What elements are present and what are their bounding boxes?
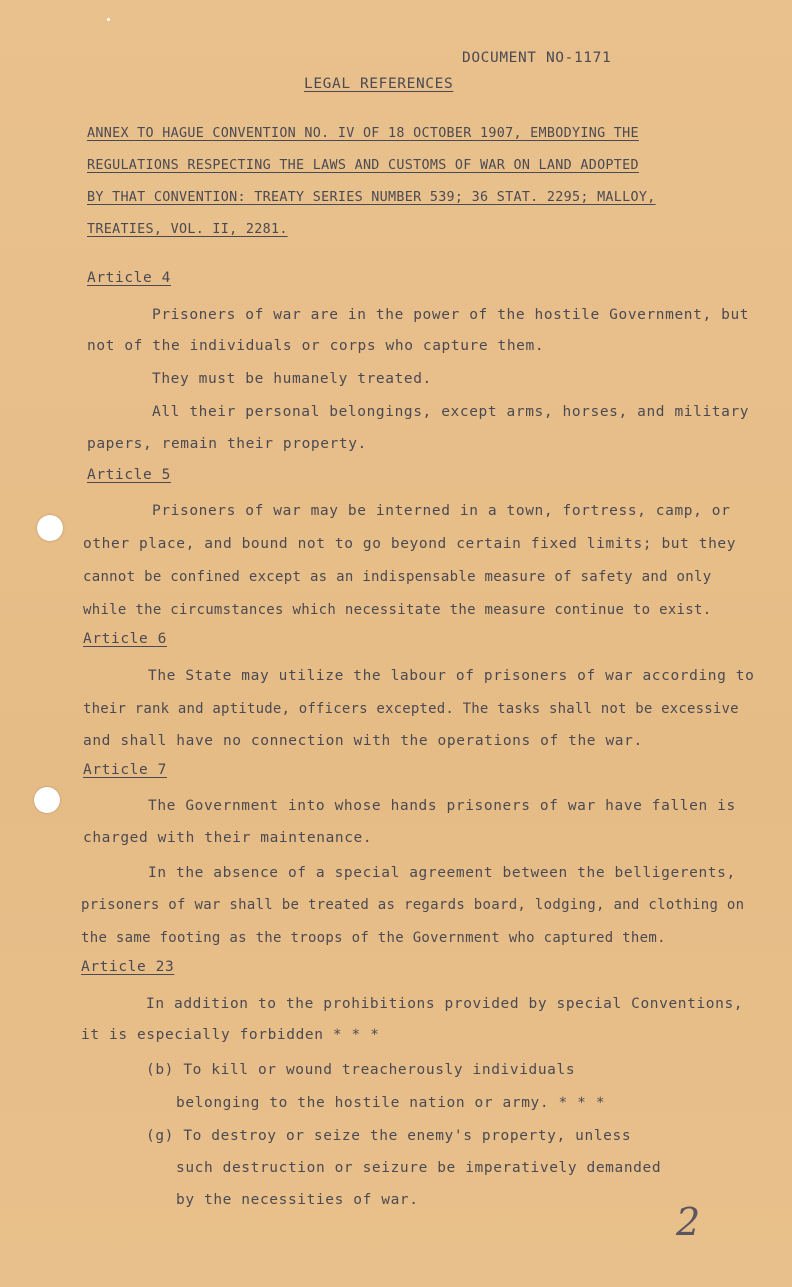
article-text-line: Prisoners of war are in the power of the hostile Government, but [152, 307, 750, 323]
document-title: LEGAL REFERENCES [304, 76, 454, 92]
article-text-line: such destruction or seizure be imperatively demanded [176, 1160, 662, 1176]
article-text-line: They must be humanely treated. [152, 371, 432, 387]
intro-line: TREATIES, VOL. II, 2281. [87, 222, 288, 237]
article-text-line: papers, remain their property. [87, 436, 367, 452]
article-text-line: The State may utilize the labour of prisoners of war according to [148, 668, 755, 684]
paper-speck [107, 18, 110, 21]
article-heading: Article 23 [81, 959, 175, 975]
article-text-line: and shall have no connection with the operations of the war. [83, 733, 643, 749]
punch-hole [34, 787, 60, 813]
article-text-line: The Government into whose hands prisoners of war have fallen is [148, 798, 736, 814]
intro-line: REGULATIONS RESPECTING THE LAWS AND CUSTOMS OF WAR ON LAND ADOPTED [87, 158, 639, 173]
article-text-line: (b) To kill or wound treacherously individuals [146, 1062, 576, 1078]
article-text-line: Prisoners of war may be interned in a town, fortress, camp, or [152, 503, 731, 519]
article-text-line: prisoners of war shall be treated as regards board, lodging, and clothing on [81, 897, 745, 913]
intro-line: BY THAT CONVENTION: TREATY SERIES NUMBER 539; 36 STAT. 2295; MALLOY, [87, 190, 656, 205]
article-text-line: belonging to the hostile nation or army. * * * [176, 1095, 606, 1111]
article-text-line: their rank and aptitude, officers excepted. The tasks shall not be excessive [83, 701, 739, 717]
article-heading: Article 6 [83, 631, 167, 647]
punch-hole [37, 515, 63, 541]
article-text-line: In the absence of a special agreement between the belligerents, [148, 865, 736, 881]
article-text-line: by the necessities of war. [176, 1192, 419, 1208]
document-number: DOCUMENT NO-1171 [462, 50, 612, 66]
article-heading: Article 7 [83, 762, 167, 778]
article-text-line: In addition to the prohibitions provided by special Conventions, [146, 996, 744, 1012]
article-text-line: it is especially forbidden * * * [81, 1027, 380, 1043]
article-text-line: the same footing as the troops of the Government who captured them. [81, 930, 666, 946]
article-text-line: (g) To destroy or seize the enemy's property, unless [146, 1128, 632, 1144]
article-text-line: while the circumstances which necessitate the measure continue to exist. [83, 602, 712, 618]
article-heading: Article 5 [87, 467, 171, 483]
article-text-line: charged with their maintenance. [83, 830, 373, 846]
intro-line: ANNEX TO HAGUE CONVENTION NO. IV OF 18 OCTOBER 1907, EMBODYING THE [87, 126, 639, 141]
article-text-line: cannot be confined except as an indispensable measure of safety and only [83, 569, 712, 585]
article-text-line: other place, and bound not to go beyond certain fixed limits; but they [83, 536, 737, 552]
article-heading: Article 4 [87, 270, 171, 286]
article-text-line: All their personal belongings, except arms, horses, and military [152, 404, 750, 420]
handwritten-page-number: 2 [676, 1200, 701, 1244]
article-text-line: not of the individuals or corps who capture them. [87, 338, 545, 354]
